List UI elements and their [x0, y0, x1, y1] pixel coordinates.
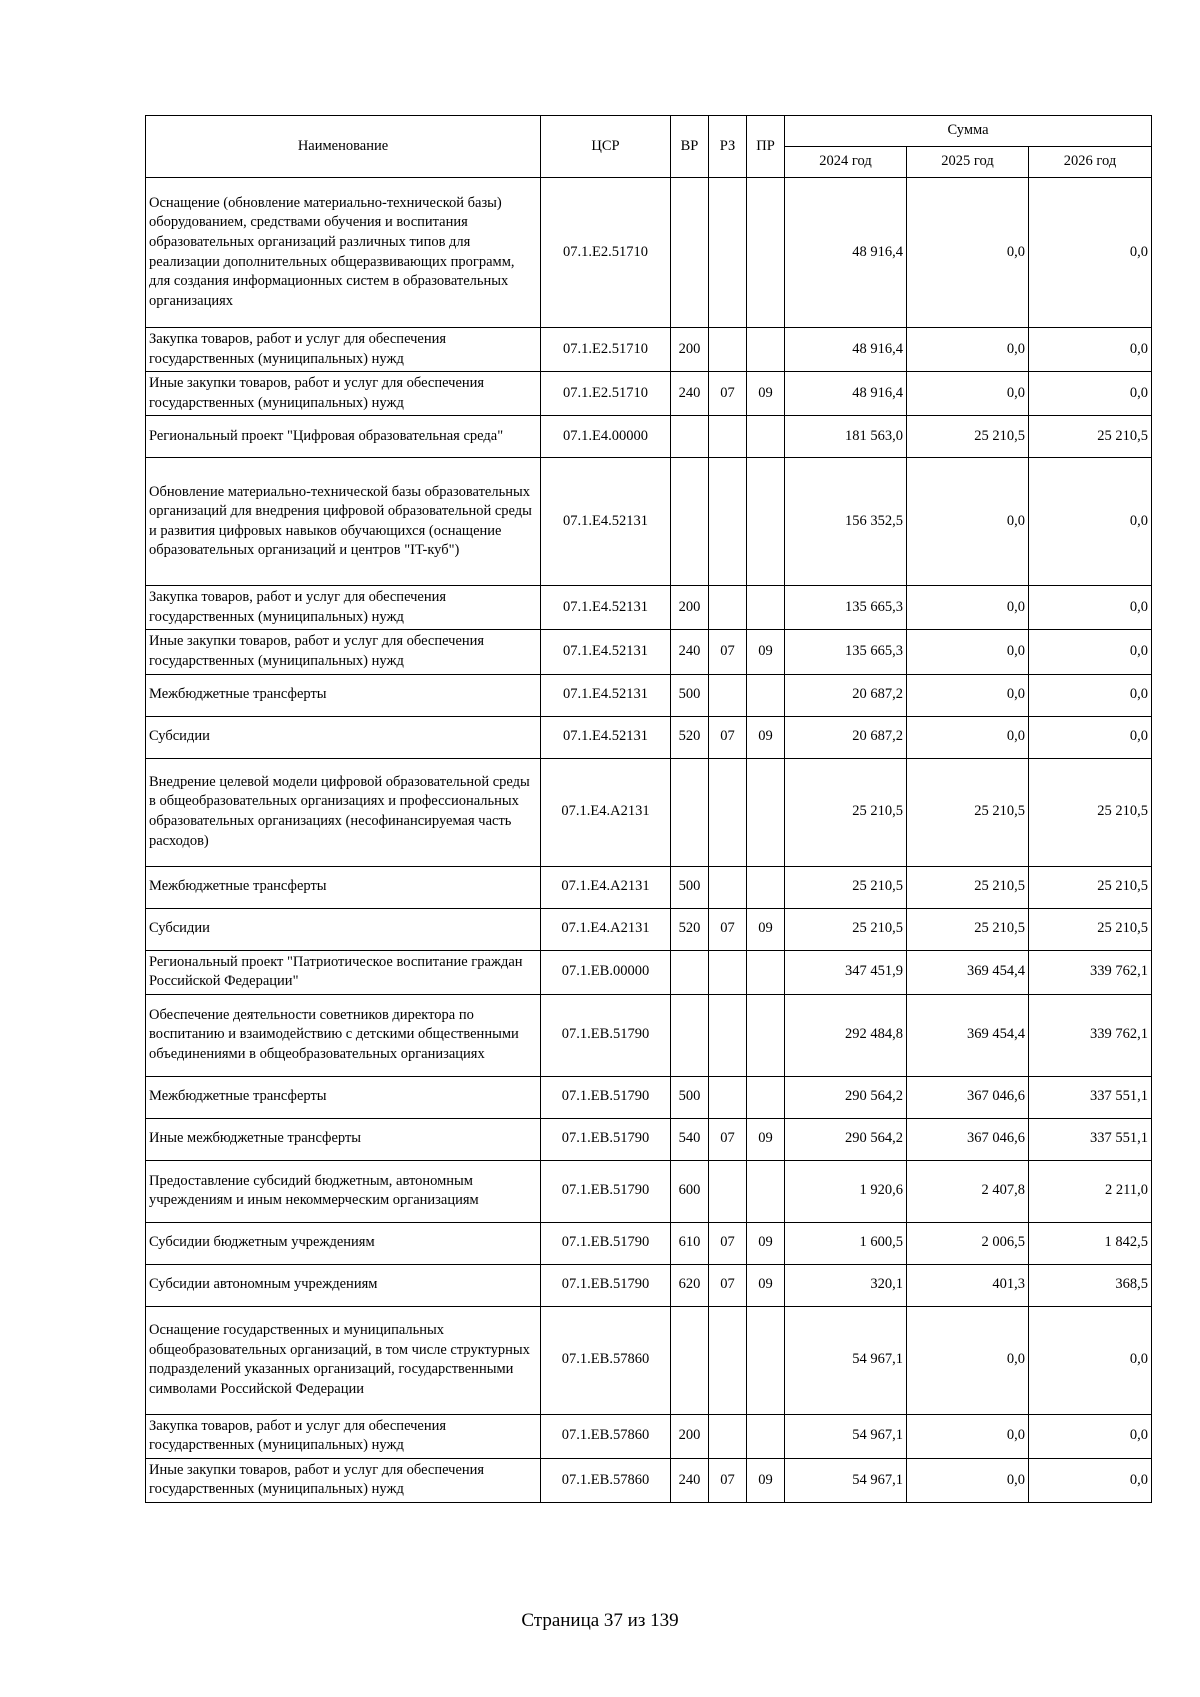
cell-pr	[747, 950, 785, 994]
cell-rz	[709, 674, 747, 716]
table-row	[146, 1306, 1152, 1414]
cell-pr: 09	[747, 1458, 785, 1502]
cell-y2025: 0,0	[907, 674, 1029, 716]
cell-y2026: 2 211,0	[1029, 1160, 1152, 1222]
cell-y2024: 25 210,5	[785, 758, 907, 866]
cell-y2026: 339 762,1	[1029, 994, 1152, 1076]
header-csr: ЦСР	[541, 116, 671, 178]
cell-csr: 07.1.EB.51790	[541, 1118, 671, 1160]
cell-name: Обеспечение деятельности советников директора по воспитанию и взаимодействию с детскими общественными объединениями в общеобразовательных организациях	[146, 994, 541, 1076]
cell-csr: 07.1.E4.00000	[541, 416, 671, 458]
cell-y2026: 25 210,5	[1029, 416, 1152, 458]
cell-pr	[747, 458, 785, 586]
cell-y2026: 0,0	[1029, 630, 1152, 674]
cell-y2024: 20 687,2	[785, 674, 907, 716]
header-year-2025: 2025 год	[907, 147, 1029, 178]
cell-name: Субсидии бюджетным учреждениям	[146, 1222, 541, 1264]
table-row	[146, 758, 1152, 866]
cell-y2024: 292 484,8	[785, 994, 907, 1076]
cell-pr: 09	[747, 372, 785, 416]
cell-rz	[709, 1076, 747, 1118]
cell-y2026: 0,0	[1029, 586, 1152, 630]
table-row	[146, 416, 1152, 458]
cell-y2025: 369 454,4	[907, 950, 1029, 994]
cell-pr	[747, 1414, 785, 1458]
cell-y2026: 337 551,1	[1029, 1076, 1152, 1118]
cell-name: Иные закупки товаров, работ и услуг для обеспечения государственных (муниципальных) нужд	[146, 1458, 541, 1502]
header-name: Наименование	[146, 116, 541, 178]
cell-rz	[709, 1306, 747, 1414]
cell-vr: 500	[671, 866, 709, 908]
cell-rz: 07	[709, 716, 747, 758]
cell-y2025: 2 407,8	[907, 1160, 1029, 1222]
cell-rz	[709, 1160, 747, 1222]
cell-y2024: 25 210,5	[785, 908, 907, 950]
cell-csr: 07.1.EB.00000	[541, 950, 671, 994]
cell-y2024: 290 564,2	[785, 1118, 907, 1160]
cell-rz: 07	[709, 1118, 747, 1160]
cell-csr: 07.1.EB.51790	[541, 1264, 671, 1306]
cell-rz	[709, 178, 747, 328]
cell-y2025: 367 046,6	[907, 1076, 1029, 1118]
cell-csr: 07.1.EB.51790	[541, 1160, 671, 1222]
cell-rz	[709, 328, 747, 372]
cell-csr: 07.1.EB.57860	[541, 1414, 671, 1458]
cell-rz	[709, 950, 747, 994]
cell-pr	[747, 1076, 785, 1118]
cell-name: Региональный проект "Цифровая образовательная среда"	[146, 416, 541, 458]
cell-name: Предоставление субсидий бюджетным, автономным учреждениям и иным некоммерческим организациям	[146, 1160, 541, 1222]
cell-y2024: 20 687,2	[785, 716, 907, 758]
cell-pr	[747, 178, 785, 328]
cell-vr: 240	[671, 630, 709, 674]
table-row	[146, 458, 1152, 586]
cell-y2025: 0,0	[907, 372, 1029, 416]
cell-rz	[709, 1414, 747, 1458]
table-row	[146, 866, 1152, 908]
cell-y2026: 0,0	[1029, 178, 1152, 328]
cell-name: Межбюджетные трансферты	[146, 1076, 541, 1118]
cell-y2024: 135 665,3	[785, 586, 907, 630]
cell-y2026: 0,0	[1029, 674, 1152, 716]
cell-y2024: 54 967,1	[785, 1306, 907, 1414]
header-year-2024: 2024 год	[785, 147, 907, 178]
table-row	[146, 1414, 1152, 1458]
cell-csr: 07.1.EB.57860	[541, 1458, 671, 1502]
cell-csr: 07.1.EB.57860	[541, 1306, 671, 1414]
cell-y2025: 25 210,5	[907, 758, 1029, 866]
cell-vr: 240	[671, 1458, 709, 1502]
cell-vr: 500	[671, 1076, 709, 1118]
cell-y2025: 0,0	[907, 1414, 1029, 1458]
cell-y2026: 0,0	[1029, 1414, 1152, 1458]
cell-name: Закупка товаров, работ и услуг для обеспечения государственных (муниципальных) нужд	[146, 328, 541, 372]
cell-y2026: 337 551,1	[1029, 1118, 1152, 1160]
cell-name: Закупка товаров, работ и услуг для обеспечения государственных (муниципальных) нужд	[146, 586, 541, 630]
header-year-2026: 2026 год	[1029, 147, 1152, 178]
cell-rz: 07	[709, 1458, 747, 1502]
cell-rz: 07	[709, 908, 747, 950]
cell-rz	[709, 458, 747, 586]
cell-y2024: 48 916,4	[785, 372, 907, 416]
cell-y2026: 0,0	[1029, 328, 1152, 372]
cell-csr: 07.1.E4.A2131	[541, 908, 671, 950]
cell-rz: 07	[709, 372, 747, 416]
cell-vr: 520	[671, 716, 709, 758]
table-header-row	[146, 116, 1152, 147]
cell-vr	[671, 950, 709, 994]
cell-pr: 09	[747, 1118, 785, 1160]
cell-rz: 07	[709, 1222, 747, 1264]
cell-rz	[709, 416, 747, 458]
cell-y2026: 0,0	[1029, 372, 1152, 416]
cell-y2025: 0,0	[907, 630, 1029, 674]
cell-vr: 540	[671, 1118, 709, 1160]
cell-name: Обновление материально-технической базы образовательных организаций для внедрения цифровой образовательной среды и развития цифровых навыков обучающихся (оснащение образовательных организаций и центров "IT-куб")	[146, 458, 541, 586]
cell-y2024: 347 451,9	[785, 950, 907, 994]
table-row	[146, 1118, 1152, 1160]
cell-y2026: 339 762,1	[1029, 950, 1152, 994]
budget-table	[145, 115, 1152, 1503]
cell-csr: 07.1.E4.52131	[541, 630, 671, 674]
cell-vr	[671, 758, 709, 866]
table-body	[146, 178, 1152, 1503]
cell-pr	[747, 758, 785, 866]
cell-y2024: 320,1	[785, 1264, 907, 1306]
cell-y2025: 0,0	[907, 328, 1029, 372]
cell-csr: 07.1.E4.52131	[541, 586, 671, 630]
cell-pr	[747, 866, 785, 908]
cell-name: Закупка товаров, работ и услуг для обеспечения государственных (муниципальных) нужд	[146, 1414, 541, 1458]
cell-csr: 07.1.EB.51790	[541, 1076, 671, 1118]
cell-pr	[747, 416, 785, 458]
cell-name: Субсидии	[146, 908, 541, 950]
cell-name: Субсидии	[146, 716, 541, 758]
cell-pr: 09	[747, 908, 785, 950]
cell-vr	[671, 458, 709, 586]
cell-vr: 610	[671, 1222, 709, 1264]
cell-csr: 07.1.EB.51790	[541, 1222, 671, 1264]
cell-y2026: 0,0	[1029, 716, 1152, 758]
cell-csr: 07.1.E2.51710	[541, 328, 671, 372]
cell-y2026: 25 210,5	[1029, 908, 1152, 950]
cell-vr: 240	[671, 372, 709, 416]
cell-csr: 07.1.E4.A2131	[541, 758, 671, 866]
cell-y2026: 0,0	[1029, 458, 1152, 586]
table-row	[146, 178, 1152, 328]
cell-vr	[671, 994, 709, 1076]
cell-rz	[709, 866, 747, 908]
cell-y2024: 181 563,0	[785, 416, 907, 458]
cell-y2025: 0,0	[907, 1458, 1029, 1502]
cell-y2024: 54 967,1	[785, 1458, 907, 1502]
cell-vr: 200	[671, 1414, 709, 1458]
table-row	[146, 716, 1152, 758]
cell-name: Оснащение (обновление материально-технической базы) оборудованием, средствами обучения и воспитания образовательных организаций различных типов для реализации дополнительных общеразвивающих программ, для создания информационных систем в образовательных организациях	[146, 178, 541, 328]
cell-name: Межбюджетные трансферты	[146, 674, 541, 716]
table-row	[146, 674, 1152, 716]
cell-vr: 620	[671, 1264, 709, 1306]
table-row	[146, 1160, 1152, 1222]
cell-y2025: 25 210,5	[907, 908, 1029, 950]
cell-pr: 09	[747, 1264, 785, 1306]
cell-y2026: 368,5	[1029, 1264, 1152, 1306]
cell-y2024: 156 352,5	[785, 458, 907, 586]
cell-y2025: 0,0	[907, 178, 1029, 328]
header-sum: Сумма	[785, 116, 1152, 147]
cell-y2025: 25 210,5	[907, 866, 1029, 908]
table-row	[146, 586, 1152, 630]
cell-rz	[709, 758, 747, 866]
header-vr: ВР	[671, 116, 709, 178]
cell-y2025: 0,0	[907, 1306, 1029, 1414]
cell-y2025: 2 006,5	[907, 1222, 1029, 1264]
cell-name: Иные закупки товаров, работ и услуг для обеспечения государственных (муниципальных) нужд	[146, 630, 541, 674]
cell-y2024: 54 967,1	[785, 1414, 907, 1458]
cell-csr: 07.1.E4.52131	[541, 458, 671, 586]
cell-pr: 09	[747, 716, 785, 758]
table-row	[146, 994, 1152, 1076]
cell-pr	[747, 994, 785, 1076]
table-row	[146, 630, 1152, 674]
cell-y2025: 0,0	[907, 586, 1029, 630]
cell-csr: 07.1.E2.51710	[541, 372, 671, 416]
cell-pr: 09	[747, 630, 785, 674]
cell-y2024: 1 920,6	[785, 1160, 907, 1222]
cell-y2025: 0,0	[907, 458, 1029, 586]
cell-pr: 09	[747, 1222, 785, 1264]
cell-vr: 500	[671, 674, 709, 716]
cell-y2026: 25 210,5	[1029, 866, 1152, 908]
table-row	[146, 908, 1152, 950]
cell-y2025: 25 210,5	[907, 416, 1029, 458]
cell-pr	[747, 586, 785, 630]
cell-rz	[709, 586, 747, 630]
cell-name: Межбюджетные трансферты	[146, 866, 541, 908]
cell-name: Субсидии автономным учреждениям	[146, 1264, 541, 1306]
cell-y2024: 290 564,2	[785, 1076, 907, 1118]
table-row	[146, 1076, 1152, 1118]
cell-y2024: 135 665,3	[785, 630, 907, 674]
cell-y2026: 0,0	[1029, 1306, 1152, 1414]
cell-y2024: 48 916,4	[785, 178, 907, 328]
table-row	[146, 372, 1152, 416]
cell-pr	[747, 1160, 785, 1222]
cell-rz: 07	[709, 630, 747, 674]
cell-vr: 200	[671, 586, 709, 630]
cell-name: Иные закупки товаров, работ и услуг для обеспечения государственных (муниципальных) нужд	[146, 372, 541, 416]
cell-y2024: 1 600,5	[785, 1222, 907, 1264]
cell-pr	[747, 1306, 785, 1414]
cell-vr	[671, 178, 709, 328]
cell-csr: 07.1.E4.A2131	[541, 866, 671, 908]
cell-vr	[671, 416, 709, 458]
cell-y2026: 25 210,5	[1029, 758, 1152, 866]
cell-pr	[747, 674, 785, 716]
cell-vr: 200	[671, 328, 709, 372]
cell-pr	[747, 328, 785, 372]
cell-csr: 07.1.E2.51710	[541, 178, 671, 328]
cell-name: Иные межбюджетные трансферты	[146, 1118, 541, 1160]
header-pr: ПР	[747, 116, 785, 178]
cell-y2024: 25 210,5	[785, 866, 907, 908]
cell-vr: 600	[671, 1160, 709, 1222]
cell-name: Оснащение государственных и муниципальных общеобразовательных организаций, в том числе структурных подразделений указанных организаций, государственными символами Российской Федерации	[146, 1306, 541, 1414]
cell-csr: 07.1.EB.51790	[541, 994, 671, 1076]
cell-csr: 07.1.E4.52131	[541, 716, 671, 758]
cell-y2024: 48 916,4	[785, 328, 907, 372]
table-row	[146, 950, 1152, 994]
cell-y2025: 401,3	[907, 1264, 1029, 1306]
table-row	[146, 1458, 1152, 1502]
table-row	[146, 328, 1152, 372]
cell-csr: 07.1.E4.52131	[541, 674, 671, 716]
cell-y2025: 0,0	[907, 716, 1029, 758]
cell-y2025: 367 046,6	[907, 1118, 1029, 1160]
cell-vr: 520	[671, 908, 709, 950]
cell-name: Региональный проект "Патриотическое воспитание граждан Российской Федерации"	[146, 950, 541, 994]
page-number: Страница 37 из 139	[521, 1610, 679, 1631]
table-row	[146, 1222, 1152, 1264]
cell-y2026: 1 842,5	[1029, 1222, 1152, 1264]
table-row	[146, 1264, 1152, 1306]
cell-rz: 07	[709, 1264, 747, 1306]
cell-name: Внедрение целевой модели цифровой образовательной среды в общеобразовательных организациях и профессиональных образовательных организациях (несофинансируемая часть расходов)	[146, 758, 541, 866]
cell-rz	[709, 994, 747, 1076]
header-rz: РЗ	[709, 116, 747, 178]
cell-y2025: 369 454,4	[907, 994, 1029, 1076]
cell-vr	[671, 1306, 709, 1414]
cell-y2026: 0,0	[1029, 1458, 1152, 1502]
